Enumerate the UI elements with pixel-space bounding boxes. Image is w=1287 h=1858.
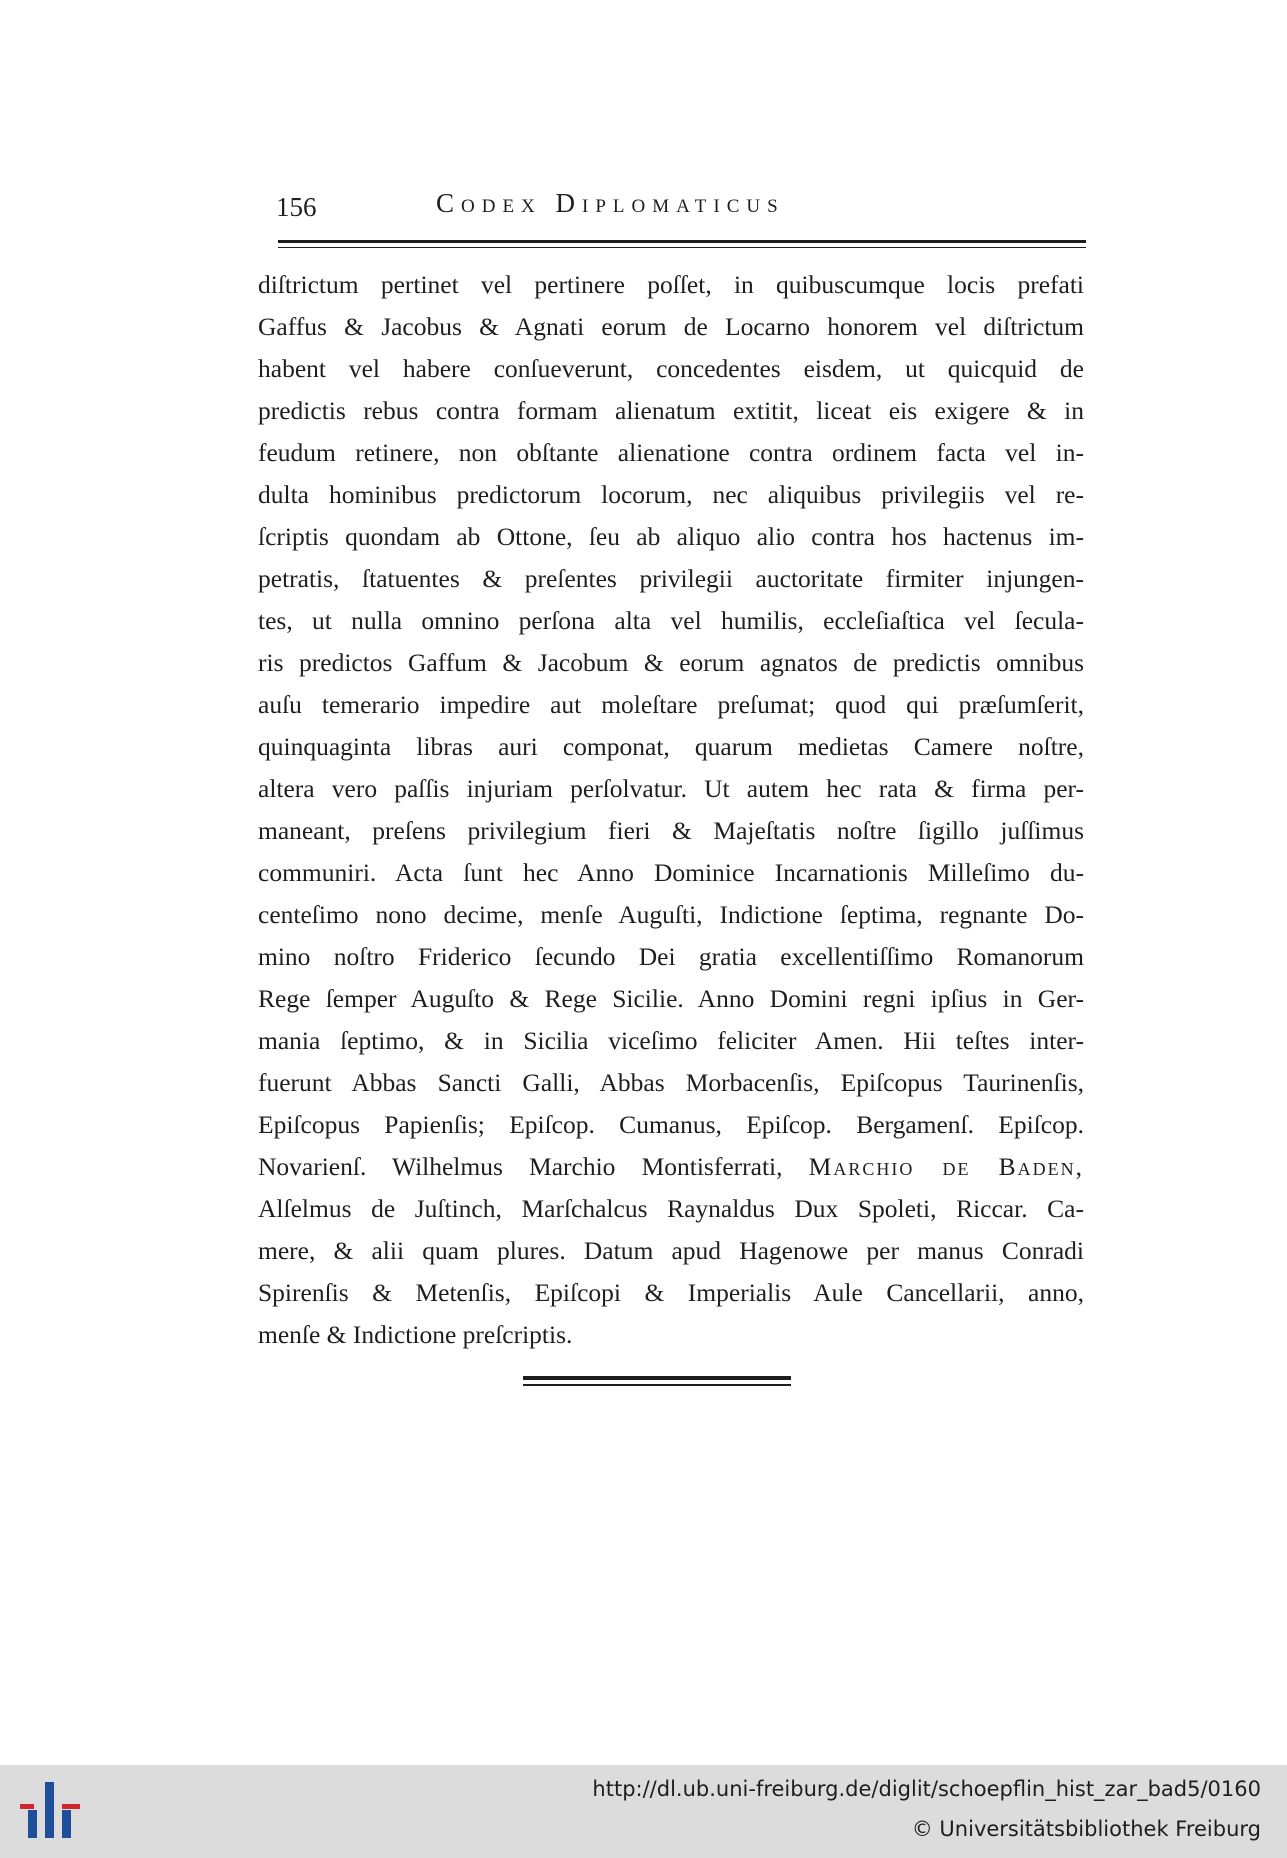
text-line: communiri. Acta ſunt hec Anno Dominice Incarnationis Milleſimo du-: [258, 858, 1084, 887]
text-line: feudum retinere, non obſtante alienatione contra ordinem facta vel in-: [258, 438, 1084, 467]
text-line: mania ſeptimo, & in Sicilia viceſimo feliciter Amen. Hii teſtes inter-: [258, 1026, 1084, 1055]
text-line: quinquaginta libras auri componat, quarum medietas Camere noſtre,: [258, 732, 1084, 761]
header-double-rule: [278, 240, 1086, 250]
text-line: Epiſcopus Papienſis; Epiſcop. Cumanus, Epiſcop. Bergamenſ. Epiſcop.: [258, 1110, 1084, 1139]
end-double-rule: [523, 1376, 791, 1388]
text-line: Rege ſemper Auguſto & Rege Sicilie. Anno Domini regni ipſius in Ger-: [258, 984, 1084, 1013]
text-line: mere, & alii quam plures. Datum apud Hagenowe per manus Conradi: [258, 1236, 1084, 1265]
text-line: ris predictos Gaffum & Jacobum & eorum agnatos de predictis omnibus: [258, 648, 1084, 677]
body-text: [258, 264, 1084, 1356]
ub-freiburg-logo-icon: [20, 1780, 80, 1840]
source-url-link[interactable]: http://dl.ub.uni-freiburg.de/diglit/schoepflin_hist_zar_bad5/0160: [592, 1777, 1261, 1801]
text-line: dulta hominibus predictorum locorum, nec aliquibus privilegiis vel re-: [258, 480, 1084, 509]
footer-bar: [0, 1765, 1287, 1858]
text-line: maneant, preſens privilegium fieri & Majeſtatis noſtre ſigillo juſſimus: [258, 816, 1084, 845]
text-line: tes, ut nulla omnino perſona alta vel humilis, eccleſiaſtica vel ſecula-: [258, 606, 1084, 635]
small-caps-name: Marchio de Baden,: [808, 1152, 1084, 1181]
text-line: petratis, ſtatuentes & preſentes privilegii auctoritate firmiter injungen-: [258, 564, 1084, 593]
text-line-with-small-caps: [258, 1146, 1084, 1188]
copyright-text: © Universitätsbibliothek Freiburg: [911, 1817, 1261, 1841]
text-line: centeſimo nono decime, menſe Auguſti, Indictione ſeptima, regnante Do-: [258, 900, 1084, 929]
text-line: auſu temerario impedire aut moleſtare preſumat; quod qui præſumſerit,: [258, 690, 1084, 719]
text-line: habent vel habere conſueverunt, concedentes eisdem, ut quicquid de: [258, 354, 1084, 383]
text-line: diſtrictum pertinet vel pertinere poſſet, in quibuscumque locis prefati: [258, 270, 1084, 299]
page-number: 156: [276, 192, 317, 222]
text-line: altera vero paſſis injuriam perſolvatur. Ut autem hec rata & firma per-: [258, 774, 1084, 803]
running-title: Codex Diplomaticus: [436, 188, 785, 218]
text-line: fuerunt Abbas Sancti Galli, Abbas Morbacenſis, Epiſcopus Taurinenſis,: [258, 1068, 1084, 1097]
text-line: Spirenſis & Metenſis, Epiſcopi & Imperialis Aule Cancellarii, anno,: [258, 1278, 1084, 1307]
text-line: ſcriptis quondam ab Ottone, ſeu ab aliquo alio contra hos hactenus im-: [258, 522, 1084, 551]
text-line: Alſelmus de Juſtinch, Marſchalcus Raynaldus Dux Spoleti, Riccar. Ca-: [258, 1194, 1084, 1223]
text-line: mino noſtro Friderico ſecundo Dei gratia excellentiſſimo Romanorum: [258, 942, 1084, 971]
text-line: Gaffus & Jacobus & Agnati eorum de Locarno honorem vel diſtrictum: [258, 312, 1084, 341]
text-line-part: Novarienſ. Wilhelmus Marchio Montisferrati,: [258, 1152, 809, 1181]
running-head: [276, 188, 1086, 228]
text-line-last: menſe & Indictione preſcriptis.: [258, 1320, 573, 1349]
text-line: predictis rebus contra formam alienatum extitit, liceat eis exigere & in: [258, 396, 1084, 425]
